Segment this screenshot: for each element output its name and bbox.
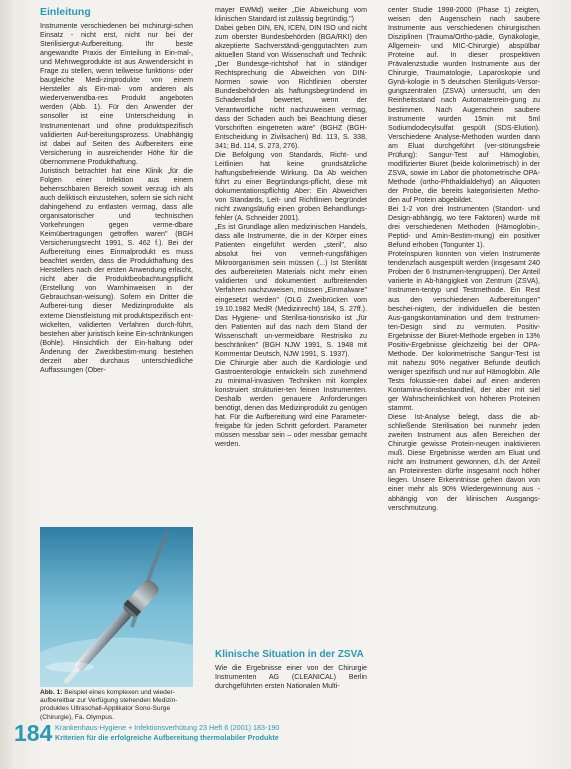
paragraph: Die Befolgung von Standards, Richt- und Leitlinien hat keine grundsätzliche haftungsbefreiende Wirkung. Da Ab weichen führt zu einer Begründungs-pflicht, diese mit dokumentationspflichtig Aber: Ein Abweichen von Standards, Leit- und Richtlinien begründet nicht zwangsläufig einen groben Behandlungs-fehler (A. Schneider 2001). [215, 150, 367, 223]
page-number: 184 [14, 720, 53, 746]
paragraph: Dabei geben DIN, EN, ICEN, DIN ISO und nicht zum oberster Bundesbehörden (BGA/RKI) den akzeptierte Sachverständi-genggutachten zum aktuellen Stand von Wissenschaft und Technik: „Der Bundesge-richtshof hat in ständiger Rechtsprechung die Abweichen von DIN-Normen sowie von Richtlinien oberster Bundesbehörden als haftungsbegründend im Schadensfall bewertet, wenn der Verantwortliche nicht nachzuweisen vermag, dass der Schaden auch bei Beachtung dieser Vorschriften eingetreten wäre" (BGHZ (BGH-Entscheidung in Zivilsachen) Bd. 113, S. 338, 341; Bd. 114, S. 273, 276). [215, 24, 367, 150]
paragraph: Instrumente verschiedenen bei mchirurgi-schen Einsatz - nicht erst, nicht nur bei der Sterilisiergut-Aufbereitung. Ihr beste angewandte Praxis der Einteilung in Ein-mal-, und Mehrwegprodukte ist aus Anwendersicht in Frage zu stellen, wenn teilweise funktions- oder baugleiche Medi-zinprodukte von einem Hersteller als Ein-mal- vom anderen als wiederverwendba-res Produkt angeboten werden (Abb. 1). Für den Anwender der sonsoller ist eine Unterscheidung in Instrumentenart und ohne produktspezifisch validierten Auf-bereitungsprozess. Unabhängig ist dabei auf Seiten des Aufbereiters eine Versicherung in ausreichender Höhe für die übernommene Produkthaftung. [40, 22, 193, 166]
page-footer [14, 720, 534, 750]
figure-medical-instrument-photo [40, 527, 193, 687]
section-heading-clinical-situation: Klinische Situation in der ZSVA [215, 649, 364, 660]
journal-citation: Krankenhaus-Hygiene + Infektionsverhütung 23 Heft 6 (2001) 183-190 [55, 723, 280, 732]
paragraph: Proteinspuren konnten von vielen Instrumente tendenzfach ausgespült werden (insgesamt 240 Proben der 6 Instrumen-tengruppen). Der Anteil variierte in Ab-hängigkeit von Zentrum (ZSVA), Instrumen-tentyp und Testmethode. Ein Rest aus den verschiedenen Aufbereitungen" beschei-nigten, der individuellen die besten Aus-gangskontamination und dem Instrumen-ten-Design sind zu vermuten. Positiv-Ergebnisse der Biuret-Methode ergeben in 13% Positiv-Ergebnisse gleichzeitig bei der OPA-Methode. Der kolorimetrische Sangur-Test ist mit nahezu 90% negativer Befunde deutlich weniger spezifisch und nur auf Hämoglobin. Alle Tests fokussie-ren dabei auf einen anderen Kontamina-tionsbestandteil, der aber mit siel ger Wahrscheinlichkeit von höheren Proteinen stammt. [388, 250, 540, 413]
column-right [388, 6, 540, 714]
paragraph: Diese Ist-Analyse belegt, dass die ab-schließende Sterilisation bei nunmehr jeden zweiten Instrument aus allen Bereichen der Chirurgie gewisse Protein-neugen inaktivieren muß. Diese Ergebnisse werden am Eluat und nicht am Instrument gewonnen, d.h. der Anteil an Proteinresten dürfte insgesamt noch höher liegen. Unsere Erkenntnisse gehen davon von einer mehr als 90% Wiedergewinnung aus - abhängig von der klinischen Ausgangs-verschmutzung. [388, 413, 540, 512]
figure-caption-text: Beispiel eines komplexen und wieder-aufbereitbar zur Verfügung stehenden Medizin-produktes Ultraschall-Applikator Sono-Surge (Chirurgie), Fa. Olympus. [40, 689, 178, 721]
running-title: Kriterien für die erfolgreiche Aufbereitung thermolabiler Produkte [55, 733, 279, 742]
paragraph: Bei 1-2 von drei Instrumenten (Standort- und Design-abhängig, wo tere Faktoren) wurde mit drei verschiedenen Methoden (Hämoglobin-, Peptid- und Amin-Bestim-mung) ein positiver Befund erhoben (Tongunter 1). [388, 205, 540, 250]
column-left [40, 6, 193, 524]
figure-caption [40, 689, 195, 722]
paragraph: Juristisch betrachtet hat eine Klinik „für die Folgen einer Infektion aus einem beherrschbaren Bereich soweit verzug ich als auch deliktisch einzustehen, sofern sie sich nicht dahingehend zu entlasten vermag, dass alle organisatorischer und technischen Vorkehrungen gegen verme-dbare Keimübertragungen getroffen waren" (BGH Versicherungsrecht 1991, S. 462 f.). Bei der Aufbereitung eines Einmalprodukt es muss beachtet werden, dass die Produkthaftung des Herstellers nach der ersten Anwendung erlischt, nicht aber die Produktbeobachtungspflicht (Erstellung von Warnhinweisen in der Gebrauchsan-weisung). Sofern ein Dritter die Aufberei-tung dieser Medizinprodukte als externe Dienstleistung mit produktspezifisch ent-wickelten, validierten Verfahren durch-führt, bestehen aber juristisch keine Ein-schränkungen (Bohle). Hinsichtlich der Ein-haltung oder Änderung der Zweckbestim-mung bestehen derzeit aber durchaus unterschiedliche Auffassungen (Ober- [40, 166, 193, 374]
figure-caption-label: Abb. 1: [40, 689, 63, 696]
paragraph: „Es ist Grundlage allen medizinischen Handels, dass alle Instrumente, die in der Körper eines Patienten eingeführt werden „steril", also absolut frei von vermeh-rungsfähigen Mikroorganismen sein müssen (...) Ist Sterilität des aufbereiteten Materials nicht mehr einen validierten und dokumentiert aufbreitenden Verfahren nachzuweisen, müssen „Einmalware" eingesetzt werden" (OLG Zweibrücken vom 19.10.1982 MedR (Medizinrecht) 184, S. 27ff.). Das Hygiene- und Sterilisa-tionsrisiko ist „für den Patienten auf das nach dem Stand der Wissenschaft un-vermeidbare Restrisiko zu beschränken" (BGH NJW 1991, S. 1948 mit Kommentar Deutsch, NJW 1991, S. 1937). [215, 223, 367, 358]
column-middle [215, 6, 367, 651]
page-gutter-shade [0, 0, 14, 769]
section-heading-introduction: Einleitung [40, 6, 91, 18]
paragraph: Wie die Ergebnisse einer von der Chirurgie Instrumenten AG (CLEANICAL) Berlin durchgeführten ersten Nationalen Multi- [215, 664, 367, 691]
paragraph: mayer EWMd) weiter „Die Abweichung vom klinischen Standard ist zulässig begründig.") [215, 6, 367, 24]
paragraph: center Studie 1998-2000 (Phase 1) zeigten, weisen den Augenschein nach saubere Instrumente aus verschiedenen chirurgischen Disziplinen (Trauma/Ortho-pädie, Gynäkologie, Allgemein- und MIC-Chirurgie) abspülbar Proteine auf. In dieser prospektiven Prävalenzstudie wurden Instrumente aus der Chirurgie, Traumatologie, Laparoskopie und Gynä-kologie in 5 deutschen Steriliguts-Versor-gungszentralen (ZSVA) untersucht, um den Reinheitsstand nach Automatenrein-gung zu bestimmen. Nach Augenschein saubere Instrumente wurden 15min mit 5ml Sodiumdodecylsulfat gespült (SDS-Elution). Verschiedene Analyse-Methoden wurden dann am Eluat durchgeführt (ver-störungsfreie Prüfung): Sangur-Test auf Hämoglobin, modifizierter Biuret (beide kolorimetrisch) in der ZSVA, sowie im Labor die photometrische OPA-Methode (ortho-Phthaldialdehyd) an Aliquoten der Probe, die bereits kategorisierten Metho-den auf Protein abgebildet. [388, 6, 540, 204]
paragraph: Die Chirurgie aber auch die Kardiologie und Gastroenterologie entwickeln sich zunehmend zu minimal-invasiven Techniken mit komplex konstruiert strukturier-ten feinen Instrumenten. Deshalb werden genauere Anforderungen benötigt, denen das Medizinprodukt zu genügen hat. Für die Aufbereitung wird eine Parameter-freigabe für jeden Schritt gefordert. Parameter müssen messbar sein – oder messbar gemacht werden. [215, 358, 367, 449]
ultrasound-applicator-illustration [40, 527, 193, 687]
